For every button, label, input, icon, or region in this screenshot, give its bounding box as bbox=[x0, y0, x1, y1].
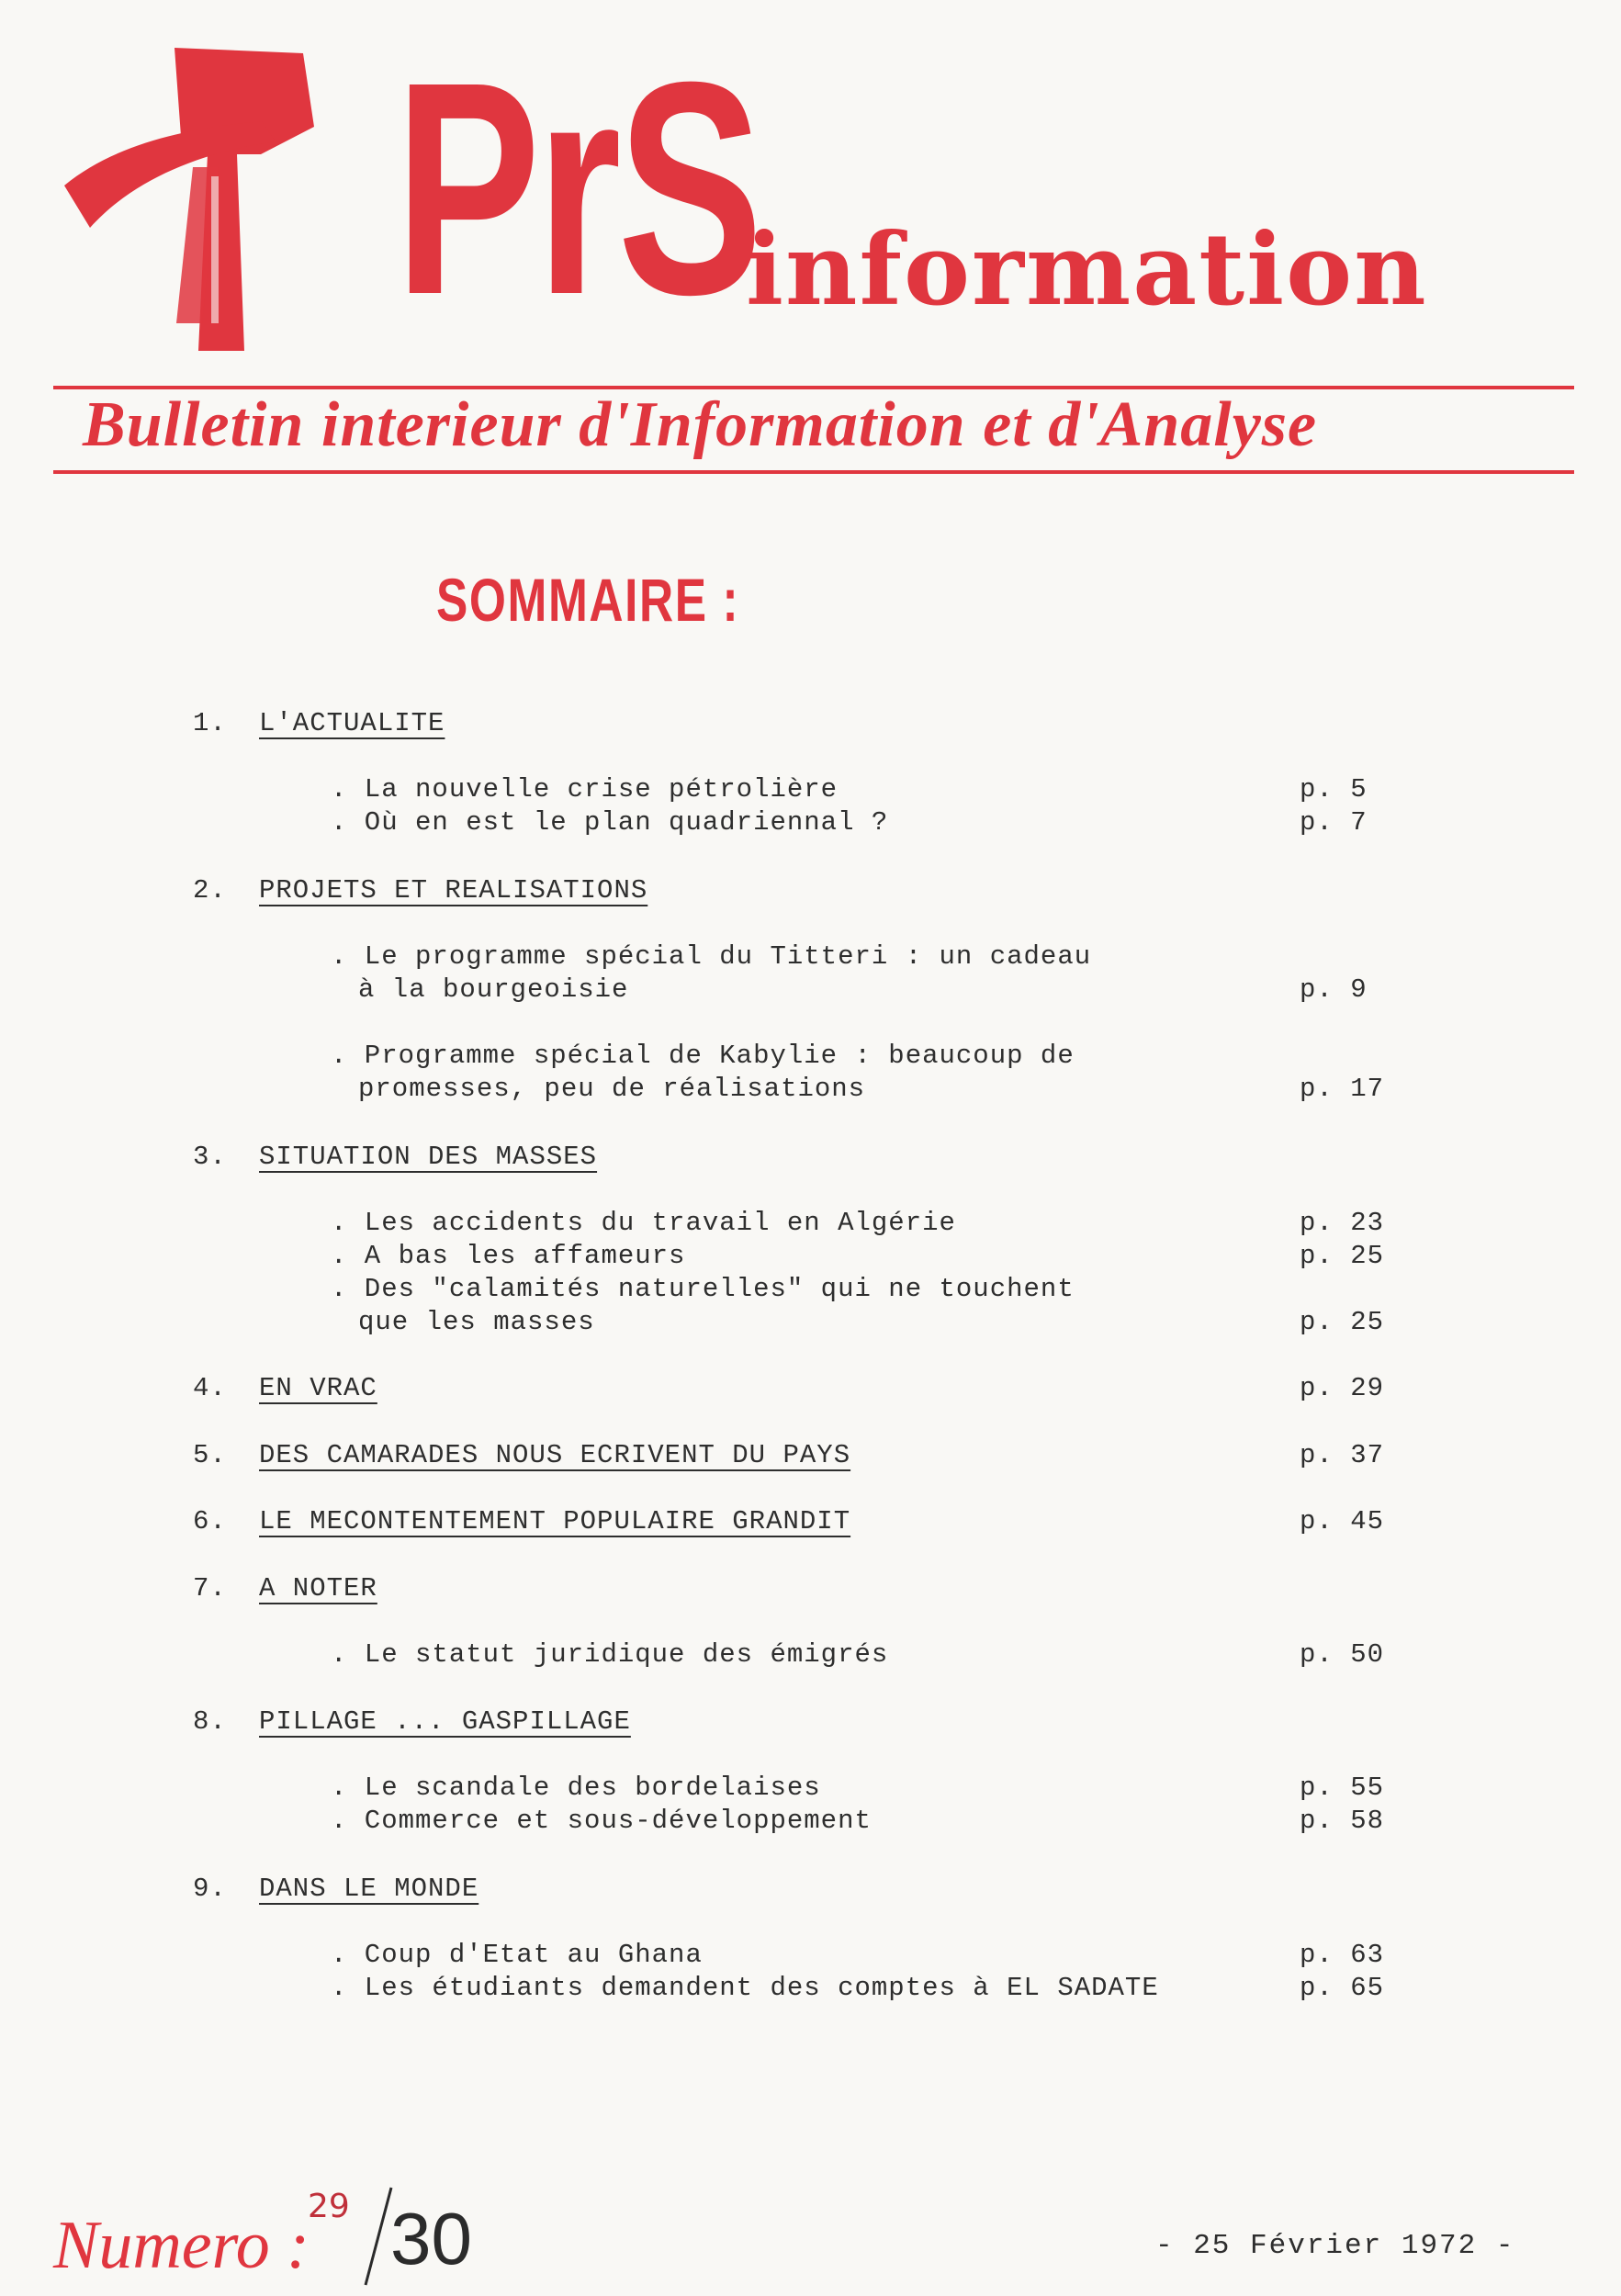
toc-page-ref: p. 37 bbox=[1300, 1440, 1385, 1470]
toc-item-line: à la bourgeoisie bbox=[358, 974, 629, 1005]
issue-date: - 25 Février 1972 - bbox=[1155, 2230, 1515, 2262]
toc-page-ref: p. 5 bbox=[1300, 774, 1368, 805]
toc-page-ref: p. 50 bbox=[1300, 1639, 1385, 1670]
toc-section-title: LE MECONTENTEMENT POPULAIRE GRANDIT bbox=[259, 1506, 851, 1536]
toc-section-number: 5. bbox=[193, 1440, 227, 1470]
toc-section-number: 1. bbox=[193, 708, 227, 738]
toc-page-ref: p. 65 bbox=[1300, 1973, 1385, 2003]
toc-page-ref: p. 25 bbox=[1300, 1241, 1385, 1271]
toc-page-ref: p. 23 bbox=[1300, 1208, 1385, 1238]
logo-letters: PrS bbox=[395, 18, 760, 357]
toc-item-line: . La nouvelle crise pétrolière bbox=[331, 774, 839, 805]
toc-page-ref: p. 29 bbox=[1300, 1373, 1385, 1403]
toc-section-title: EN VRAC bbox=[259, 1373, 377, 1403]
bulletin-subtitle: Bulletin interieur d'Information et d'Analyse bbox=[83, 389, 1318, 460]
toc-page-ref: p. 55 bbox=[1300, 1773, 1385, 1803]
toc-item-line: . Les accidents du travail en Algérie bbox=[331, 1208, 956, 1238]
toc-item-line: . Des "calamités naturelles" qui ne touchent bbox=[331, 1274, 1075, 1304]
toc-section-title: PROJETS ET REALISATIONS bbox=[259, 875, 648, 906]
toc-section-title: PILLAGE ... GASPILLAGE bbox=[259, 1706, 631, 1737]
toc-item-line: . Commerce et sous-développement bbox=[331, 1806, 872, 1836]
issue-number: 30 bbox=[390, 2198, 472, 2279]
toc-page-ref: p. 7 bbox=[1300, 807, 1368, 838]
toc-section-title: A NOTER bbox=[259, 1573, 377, 1604]
issue-handwritten-number: 29 bbox=[308, 2188, 350, 2225]
toc-heading: SOMMAIRE : bbox=[436, 566, 740, 634]
rule-bottom bbox=[53, 470, 1574, 474]
toc-section-number: 7. bbox=[193, 1573, 227, 1604]
toc-item-line: . Où en est le plan quadriennal ? bbox=[331, 807, 889, 838]
toc-item-line: que les masses bbox=[358, 1307, 595, 1337]
toc-section-number: 3. bbox=[193, 1142, 227, 1172]
toc-item-line: . Le scandale des bordelaises bbox=[331, 1773, 821, 1803]
toc-item-line: . Le programme spécial du Titteri : un cadeau bbox=[331, 941, 1092, 972]
toc-item-line: . Programme spécial de Kabylie : beaucoup de bbox=[331, 1041, 1075, 1071]
toc-page-ref: p. 17 bbox=[1300, 1074, 1385, 1104]
issue-label: Numero : bbox=[53, 2208, 310, 2283]
toc-section-number: 8. bbox=[193, 1706, 227, 1737]
toc-page-ref: p. 45 bbox=[1300, 1506, 1385, 1536]
toc-section-title: DES CAMARADES NOUS ECRIVENT DU PAYS bbox=[259, 1440, 851, 1470]
toc-section-number: 6. bbox=[193, 1506, 227, 1536]
toc-page-ref: p. 9 bbox=[1300, 974, 1368, 1005]
toc-section-title: DANS LE MONDE bbox=[259, 1874, 479, 1904]
toc-page-ref: p. 63 bbox=[1300, 1940, 1385, 1970]
toc-item-line: . Le statut juridique des émigrés bbox=[331, 1639, 889, 1670]
toc-section-title: SITUATION DES MASSES bbox=[259, 1142, 598, 1172]
toc-section-number: 9. bbox=[193, 1874, 227, 1904]
logo-wordmark: information bbox=[746, 212, 1428, 328]
toc-section-number: 2. bbox=[193, 875, 227, 906]
hammer-pickaxe-logo-icon bbox=[64, 48, 331, 351]
toc-item-line: . A bas les affameurs bbox=[331, 1241, 686, 1271]
toc-page-ref: p. 58 bbox=[1300, 1806, 1385, 1836]
toc-page-ref: p. 25 bbox=[1300, 1307, 1385, 1337]
toc-item-line: promesses, peu de réalisations bbox=[358, 1074, 866, 1104]
toc-section-title: L'ACTUALITE bbox=[259, 708, 445, 738]
toc-section-number: 4. bbox=[193, 1373, 227, 1403]
toc-item-line: . Coup d'Etat au Ghana bbox=[331, 1940, 703, 1970]
toc-item-line: . Les étudiants demandent des comptes à EL SADATE bbox=[331, 1973, 1159, 2003]
